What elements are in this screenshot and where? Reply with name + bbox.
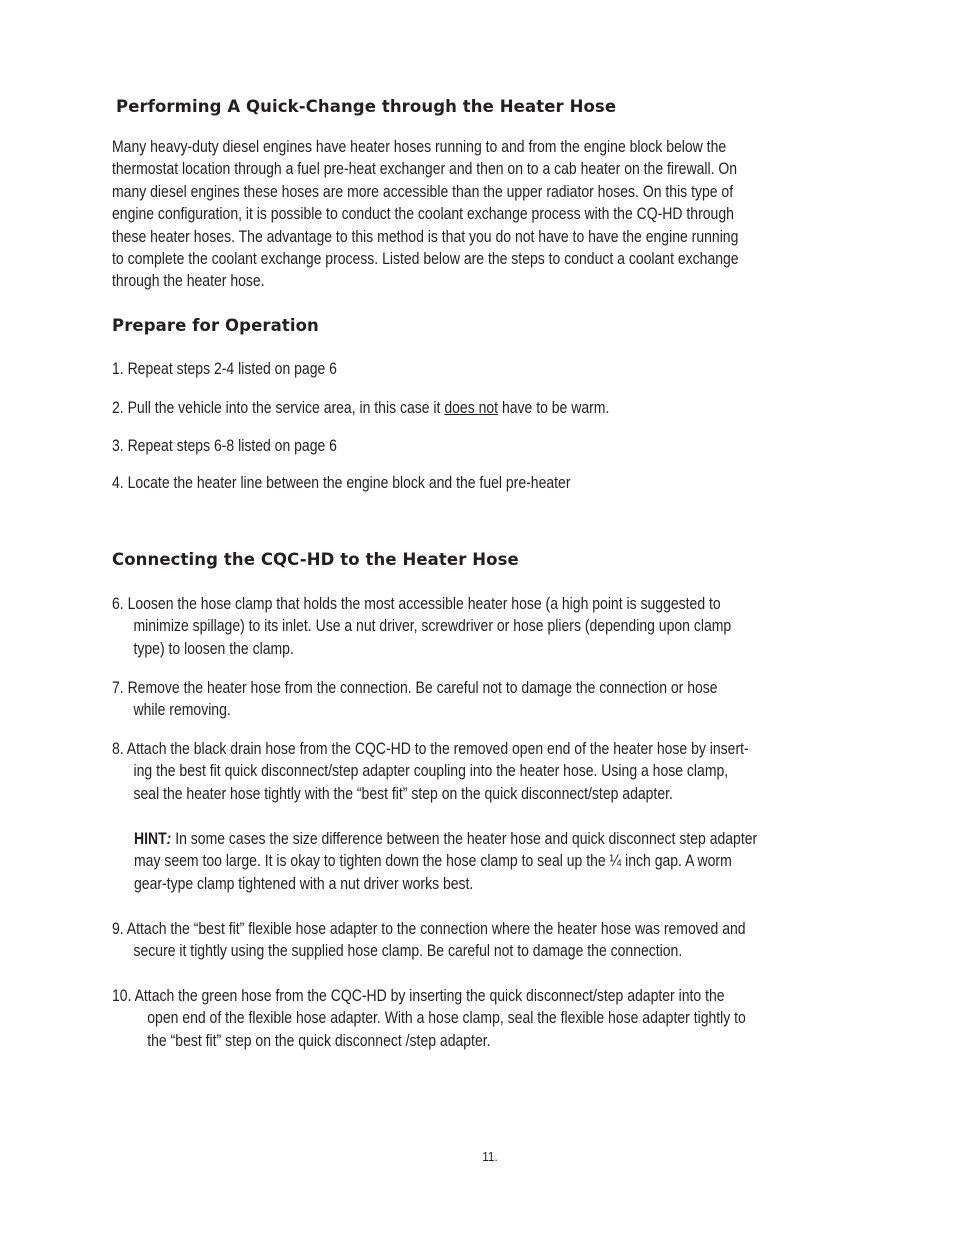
step-line: minimize spillage) to its inlet. Use a nut driver, screwdriver or hose pliers (depending upon clamp <box>133 617 732 636</box>
paragraph-line: thermostat location through a fuel pre-heat exchanger and then on to a cab heater on the firewall. On <box>112 160 738 179</box>
step-line: 6. Loosen the hose clamp that holds the most accessible heater hose (a high point is suggested to <box>112 595 721 613</box>
step-line: 8. Attach the black drain hose from the CQC-HD to the removed open end of the heater hose by insert- <box>112 740 749 758</box>
paragraph-line: these heater hoses. The advantage to this method is that you do not have to have the engine running <box>112 227 739 246</box>
connect-step-10 <box>112 985 746 1052</box>
paragraph-line: through the heater hose. <box>112 272 265 291</box>
prepare-step-1: 1. Repeat steps 2-4 listed on page 6 <box>112 360 337 378</box>
section-heading-connecting: Connecting the CQC-HD to the Heater Hose <box>112 550 519 569</box>
hint-label: HINT <box>134 830 167 848</box>
step-line: ing the best fit quick disconnect/step adapter coupling into the heater hose. Using a hose clamp, <box>133 762 729 781</box>
connect-step-9 <box>112 918 746 963</box>
underlined-text: does not <box>444 399 499 417</box>
section-heading-prepare: Prepare for Operation <box>112 316 319 335</box>
step-line: open end of the flexible hose adapter. With a hose clamp, seal the flexible hose adapter tightly to <box>147 1009 746 1028</box>
section-heading-quick-change: Performing A Quick-Change through the Heater Hose <box>116 97 617 116</box>
prepare-step-3: 3. Repeat steps 6-8 listed on page 6 <box>112 437 337 455</box>
step-text: have to be warm. <box>498 399 610 417</box>
step-line: seal the heater hose tightly with the “best fit” step on the quick disconnect/step adapter. <box>133 784 673 803</box>
step-line: 9. Attach the “best fit” flexible hose adapter to the connection where the heater hose was removed and <box>112 920 746 938</box>
connect-step-7 <box>112 677 718 722</box>
hint-line: gear-type clamp tightened with a nut driver works best. <box>134 874 474 893</box>
step-line: 10. Attach the green hose from the CQC-HD by inserting the quick disconnect/step adapter into the <box>112 987 725 1005</box>
paragraph-line: Many heavy-duty diesel engines have heater hoses running to and from the engine block below the <box>112 138 727 156</box>
paragraph-line: engine configuration, it is possible to conduct the coolant exchange process with the CQ-HD through <box>112 205 734 224</box>
prepare-step-2 <box>112 397 609 419</box>
step-line: 7. Remove the heater hose from the connection. Be careful not to damage the connection or hose <box>112 679 718 697</box>
step-text: 2. Pull the vehicle into the service area, in this case it <box>112 399 445 417</box>
intro-paragraph <box>112 136 739 293</box>
page-number: 11. <box>482 1149 498 1164</box>
hint-block <box>134 828 757 895</box>
prepare-step-4: 4. Locate the heater line between the engine block and the fuel pre-heater <box>112 474 571 492</box>
paragraph-line: to complete the coolant exchange process. Listed below are the steps to conduct a coolant exchange <box>112 250 739 269</box>
hint-text: In some cases the size difference between the heater hose and quick disconnect step adapter <box>171 830 758 848</box>
hint-colon: : <box>166 830 172 848</box>
step-line: the “best fit” step on the quick disconnect /step adapter. <box>147 1031 491 1050</box>
step-line: type) to loosen the clamp. <box>133 639 294 658</box>
connect-step-6 <box>112 593 731 660</box>
paragraph-line: many diesel engines these hoses are more accessible than the upper radiator hoses. On this type of <box>112 182 734 201</box>
connect-step-8 <box>112 738 749 805</box>
hint-line: may seem too large. It is okay to tighten down the hose clamp to seal up the ¼ inch gap. A worm <box>134 852 732 871</box>
hint-line <box>134 828 757 850</box>
step-line: while removing. <box>133 701 231 720</box>
step-line: secure it tightly using the supplied hose clamp. Be careful not to damage the connection. <box>133 942 683 961</box>
